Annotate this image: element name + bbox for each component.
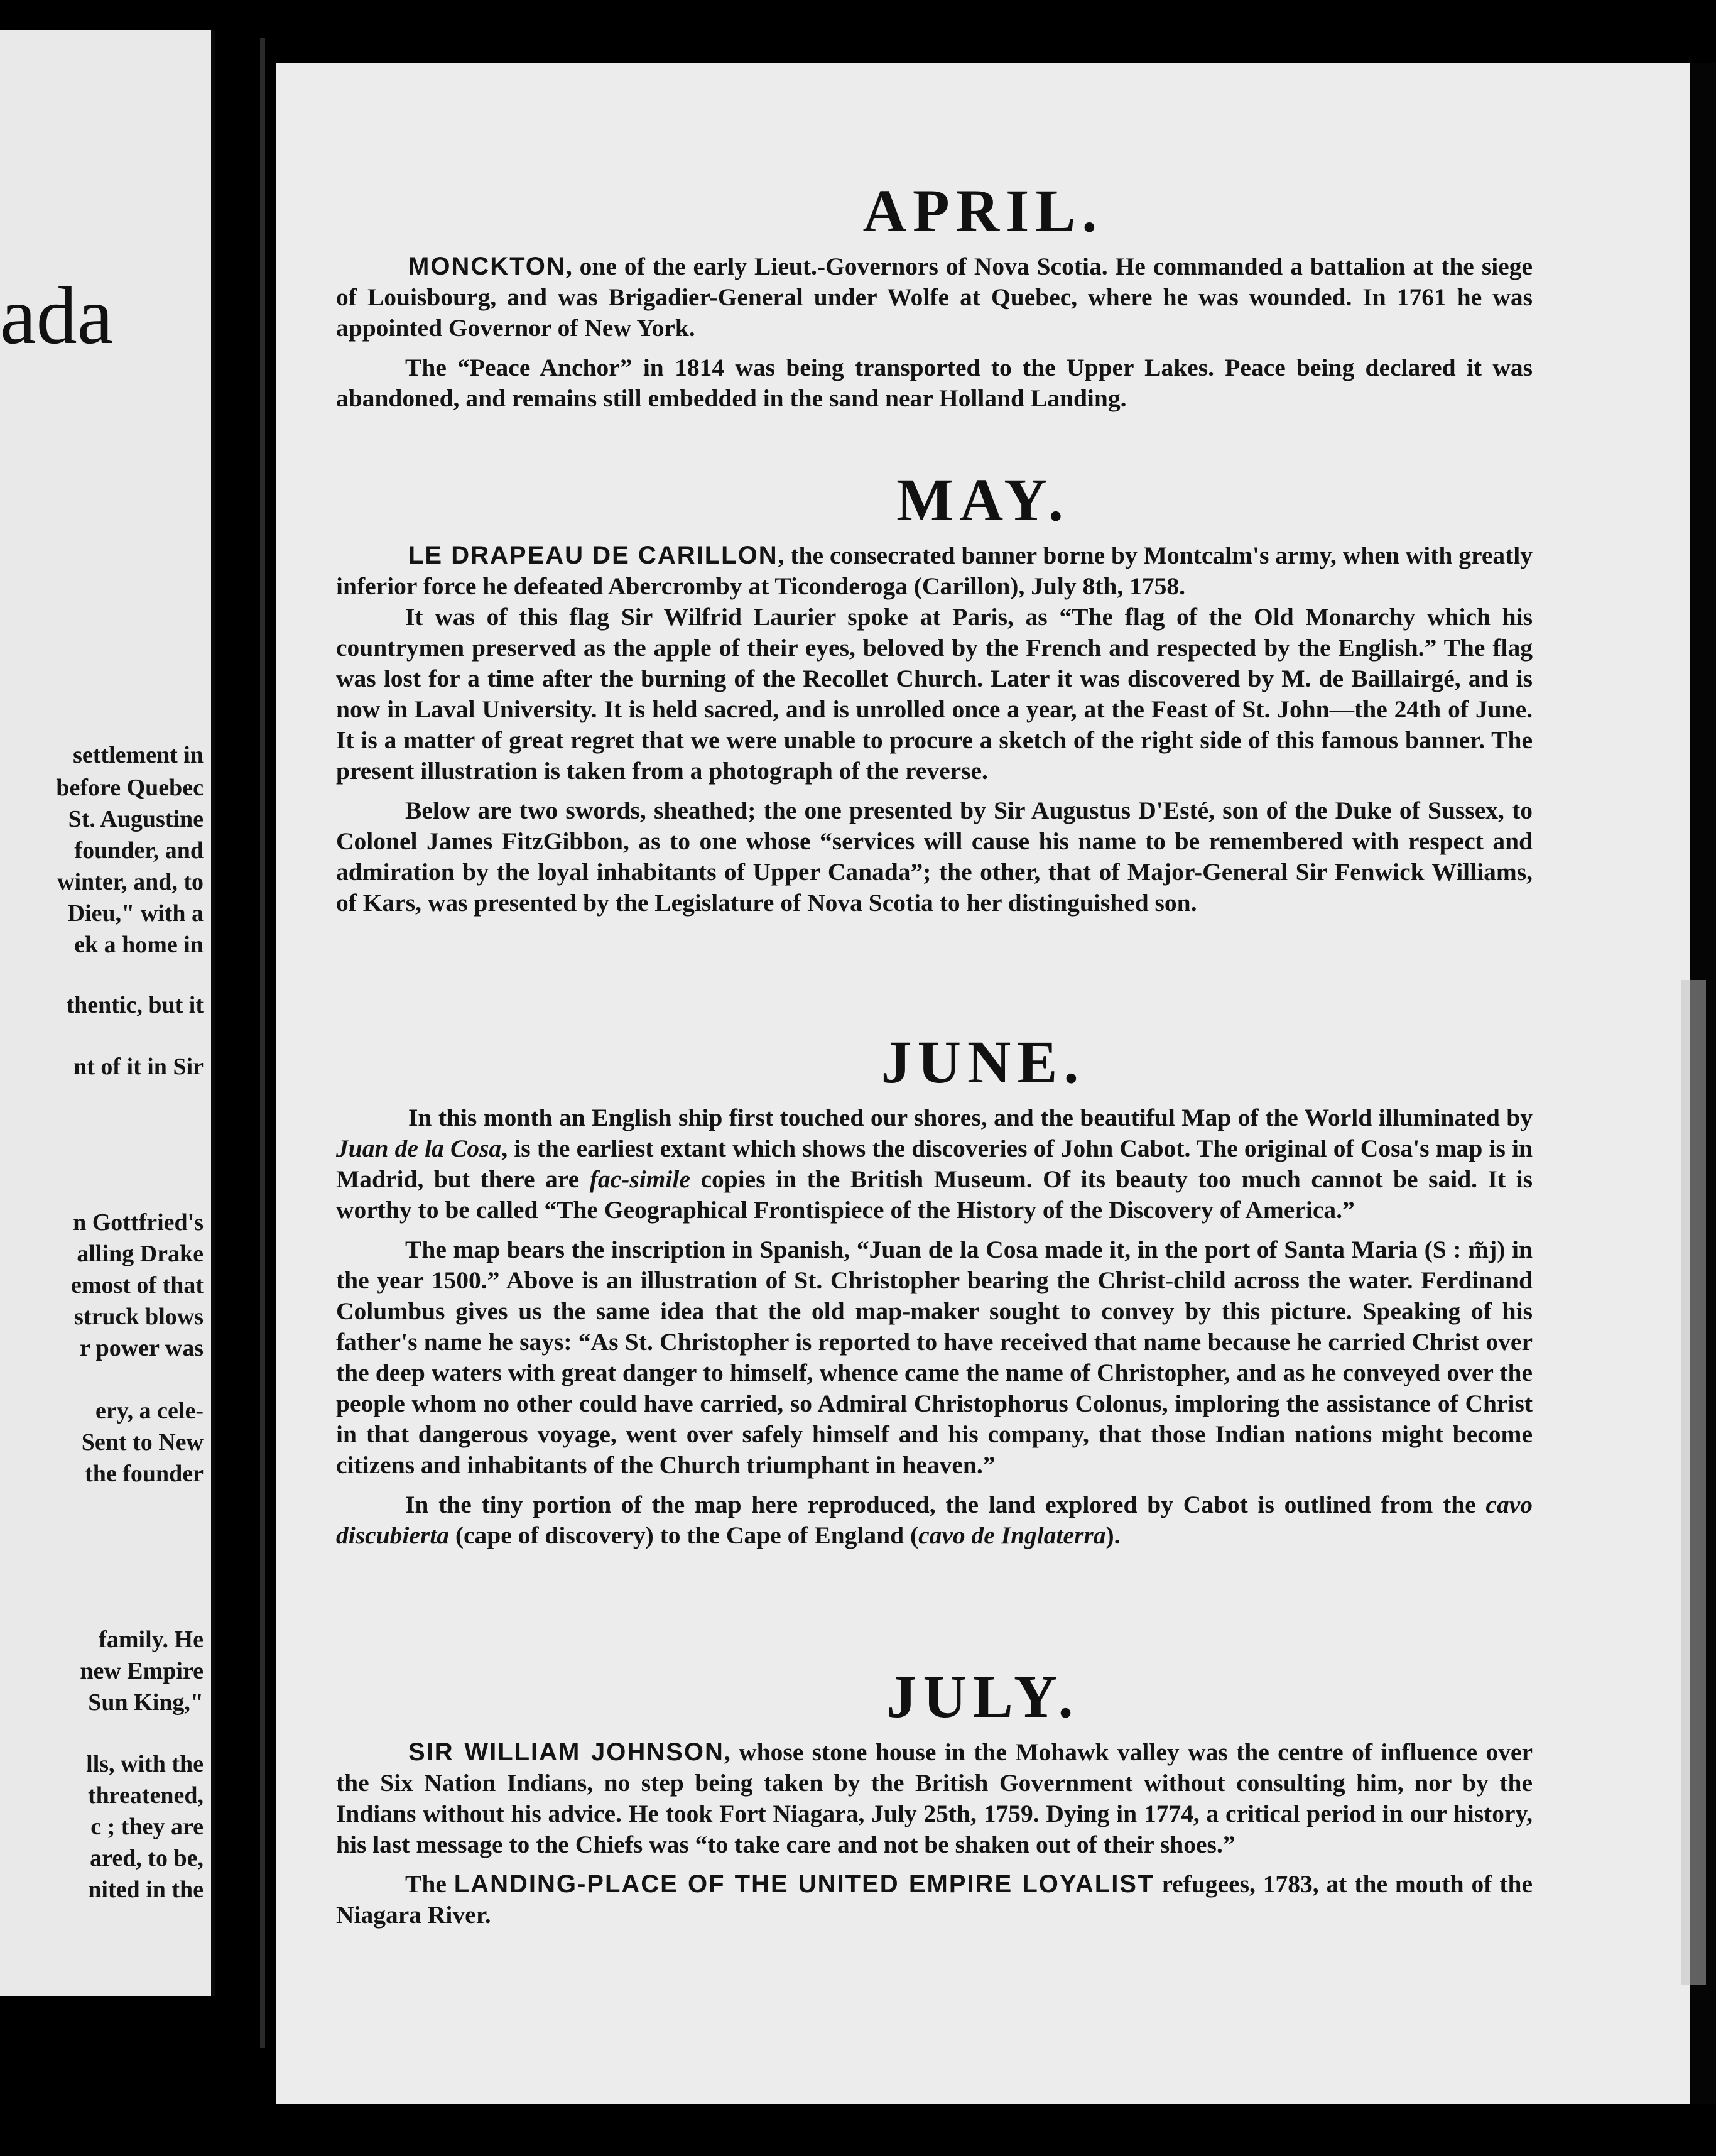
june-section <box>336 1102 1533 1551</box>
left-page-line: before Quebec <box>56 775 204 801</box>
july-paragraph-1-text: , whose stone house in the Mohawk valley was the centre of influence over the Six Nation Indians, no step being taken by the British Government without consulting him, nor by the Indians without his advice. He took Fort Niagara, July 25th, 1759. Dying in 1774, a critical period in our history, his last message to the Chiefs was “to take care and not be shaken out of their shoes.” <box>336 1738 1533 1858</box>
july-paragraph-2 <box>336 1869 1533 1930</box>
june-paragraph-3-italic-1: cavo discubierta <box>336 1491 1533 1549</box>
left-page-line: threatened, <box>88 1782 204 1809</box>
left-page-line: founder, and <box>74 837 204 864</box>
month-heading-april: APRIL. <box>862 177 1104 244</box>
left-page-line: alling Drake <box>77 1241 204 1267</box>
june-paragraph-3-text-b: (cape of discovery) to the Cape of England ( <box>448 1522 919 1549</box>
page-edge-shadow <box>1681 980 1706 1985</box>
left-page-line: lls, with the <box>86 1751 204 1777</box>
april-section <box>336 251 1533 414</box>
may-paragraph-2: It was of this flag Sir Wilfrid Laurier spoke at Paris, as “The flag of the Old Monarchy which his countrymen preserved as the apple of their eyes, beloved by the French and respected by the English.” The flag was lost for a time after the burning of the Recollet Church. Later it was discovered by M. de Baillairgé, and is now in Laval University. It is held sacred, and is unrolled once a year, at the Feast of St. John—the 24th of June. It is a matter of great regret that we were unable to procure a sketch of the right side of this famous banner. The present illustration is taken from a photograph of the reverse. <box>336 603 1533 785</box>
book-gutter <box>215 0 278 2156</box>
july-paragraph-1 <box>336 1737 1533 1860</box>
month-heading-july: JULY. <box>886 1663 1080 1730</box>
july-section <box>336 1737 1533 1930</box>
left-page-line: emost of that <box>70 1272 204 1298</box>
may-paragraph-3: Below are two swords, sheathed; the one presented by Sir Augustus D'Esté, son of the Duke of Sussex, to Colonel James FitzGibbon, as to one whose “services will cause his name to be remembered with respect and admiration by the loyal inhabitants of Upper Canada”; the other, that of Major-General Sir Fenwick Williams, of Kars, was presented by the Legislature of Nova Scotia to her distinguished son. <box>336 797 1533 917</box>
left-page-line: Dieu," with a <box>67 900 204 927</box>
left-page-line: ek a home in <box>74 932 204 958</box>
may-paragraph-1 <box>336 540 1533 602</box>
left-page-line: the founder <box>85 1461 204 1487</box>
june-paragraph-1 <box>336 1102 1533 1226</box>
june-paragraph-1-italic-2: fac-simile <box>589 1165 690 1193</box>
june-paragraph-1-italic-1: Juan de la Cosa <box>336 1135 502 1162</box>
left-page-line: r power was <box>79 1335 204 1361</box>
april-paragraph-2: The “Peace Anchor” in 1814 was being transported to the Upper Lakes. Peace being declared it was abandoned, and remains still embedded in the sand near Holland Landing. <box>336 354 1533 412</box>
month-heading-may: MAY. <box>896 466 1070 533</box>
june-paragraph-3 <box>336 1489 1533 1551</box>
left-page-line: struck blows <box>74 1304 204 1330</box>
left-page-line: Sun King," <box>88 1689 204 1716</box>
june-paragraph-3-text-a: In the tiny portion of the map here reproduced, the land explored by Cabot is outlined from the <box>405 1491 1486 1518</box>
june-paragraph-1-text-c: copies in the British Museum. Of its beauty too much cannot be said. It is worthy to be called “The Geographical Frontispiece of the History of the Discovery of America.” <box>336 1165 1533 1224</box>
june-paragraph-3-italic-2: cavo de Inglaterra <box>918 1522 1106 1549</box>
left-page-line: winter, and, to <box>57 869 204 895</box>
left-page-title-fragment: ada <box>0 271 114 361</box>
june-paragraph-1-text-b: , is the earliest extant which shows the discoveries of John Cabot. The original of Cosa's map is in Madrid, but there are <box>336 1135 1533 1193</box>
june-paragraph-3-text-c: ). <box>1105 1522 1121 1549</box>
right-page <box>276 63 1690 2104</box>
april-paragraph-1-text: , one of the early Lieut.-Governors of Nova Scotia. He commanded a battalion at the siege of Louisbourg, and was Brigadier-General under Wolfe at Quebec, where he was wounded. In 1761 he was appointed Governor of New York. <box>336 253 1533 342</box>
left-page-line: new Empire <box>80 1658 204 1684</box>
june-paragraph-1-text-a: In this month an English ship first touched our shores, and the beautiful Map of the World illuminated by <box>408 1104 1533 1131</box>
june-paragraph-2: The map bears the inscription in Spanish, “Juan de la Cosa made it, in the port of Santa Maria (S : m̃j) in the year 1500.” Above is an illustration of St. Christopher bearing the Christ-child across the water. Ferdinand Columbus gives us the same idea that the old map-maker sought to convey by this picture. Speaking of his father's name he says: “As St. Christopher is reported to have received that name because he carried Christ over the deep waters with great danger to himself, whence came the name of Christopher, and as he conveyed over the people whom no other could have carried, so Admiral Christophorus Colonus, imploring the assistance of Christ in that dangerous voyage, went over safely himself and his company, that those Indian nations might become citizens and inhabitants of the Church triumphant in heaven.” <box>336 1236 1533 1479</box>
left-page-line: ery, a cele- <box>95 1398 204 1424</box>
may-name: LE DRAPEAU DE CARILLON <box>408 542 778 569</box>
may-paragraph-1-text: , the consecrated banner borne by Montcalm's army, when with greatly inferior force he defeated Abercromby at Ticonderoga (Carillon), July 8th, 1758. <box>336 542 1533 600</box>
left-page-line: settlement in <box>73 742 204 768</box>
left-page-line: ared, to be, <box>90 1845 204 1871</box>
month-heading-june: JUNE. <box>881 1028 1085 1096</box>
left-page-line: Sent to New <box>81 1429 204 1456</box>
left-page-line: thentic, but it <box>66 992 204 1018</box>
left-page-line: c ; they are <box>90 1814 204 1840</box>
left-page-line: n Gottfried's <box>73 1209 204 1236</box>
left-page <box>0 30 215 1996</box>
gutter-fold <box>260 38 265 2048</box>
left-page-line: family. He <box>99 1626 204 1653</box>
july-paragraph-2-caps: LANDING-PLACE OF THE UNITED EMPIRE LOYALIST <box>453 1870 1154 1898</box>
july-paragraph-2-text-a: The <box>405 1870 454 1898</box>
left-page-line: nt of it in Sir <box>73 1054 204 1080</box>
april-name: MONCKTON <box>408 253 566 280</box>
left-page-line: nited in the <box>88 1876 204 1903</box>
july-paragraph-2-text-b: refugees, 1783, at the mouth of the Niagara River. <box>336 1870 1533 1929</box>
april-paragraph-1 <box>336 251 1533 344</box>
july-name: SIR WILLIAM JOHNSON <box>408 1738 724 1766</box>
may-section <box>336 540 1533 918</box>
left-page-line: St. Augustine <box>68 806 204 832</box>
